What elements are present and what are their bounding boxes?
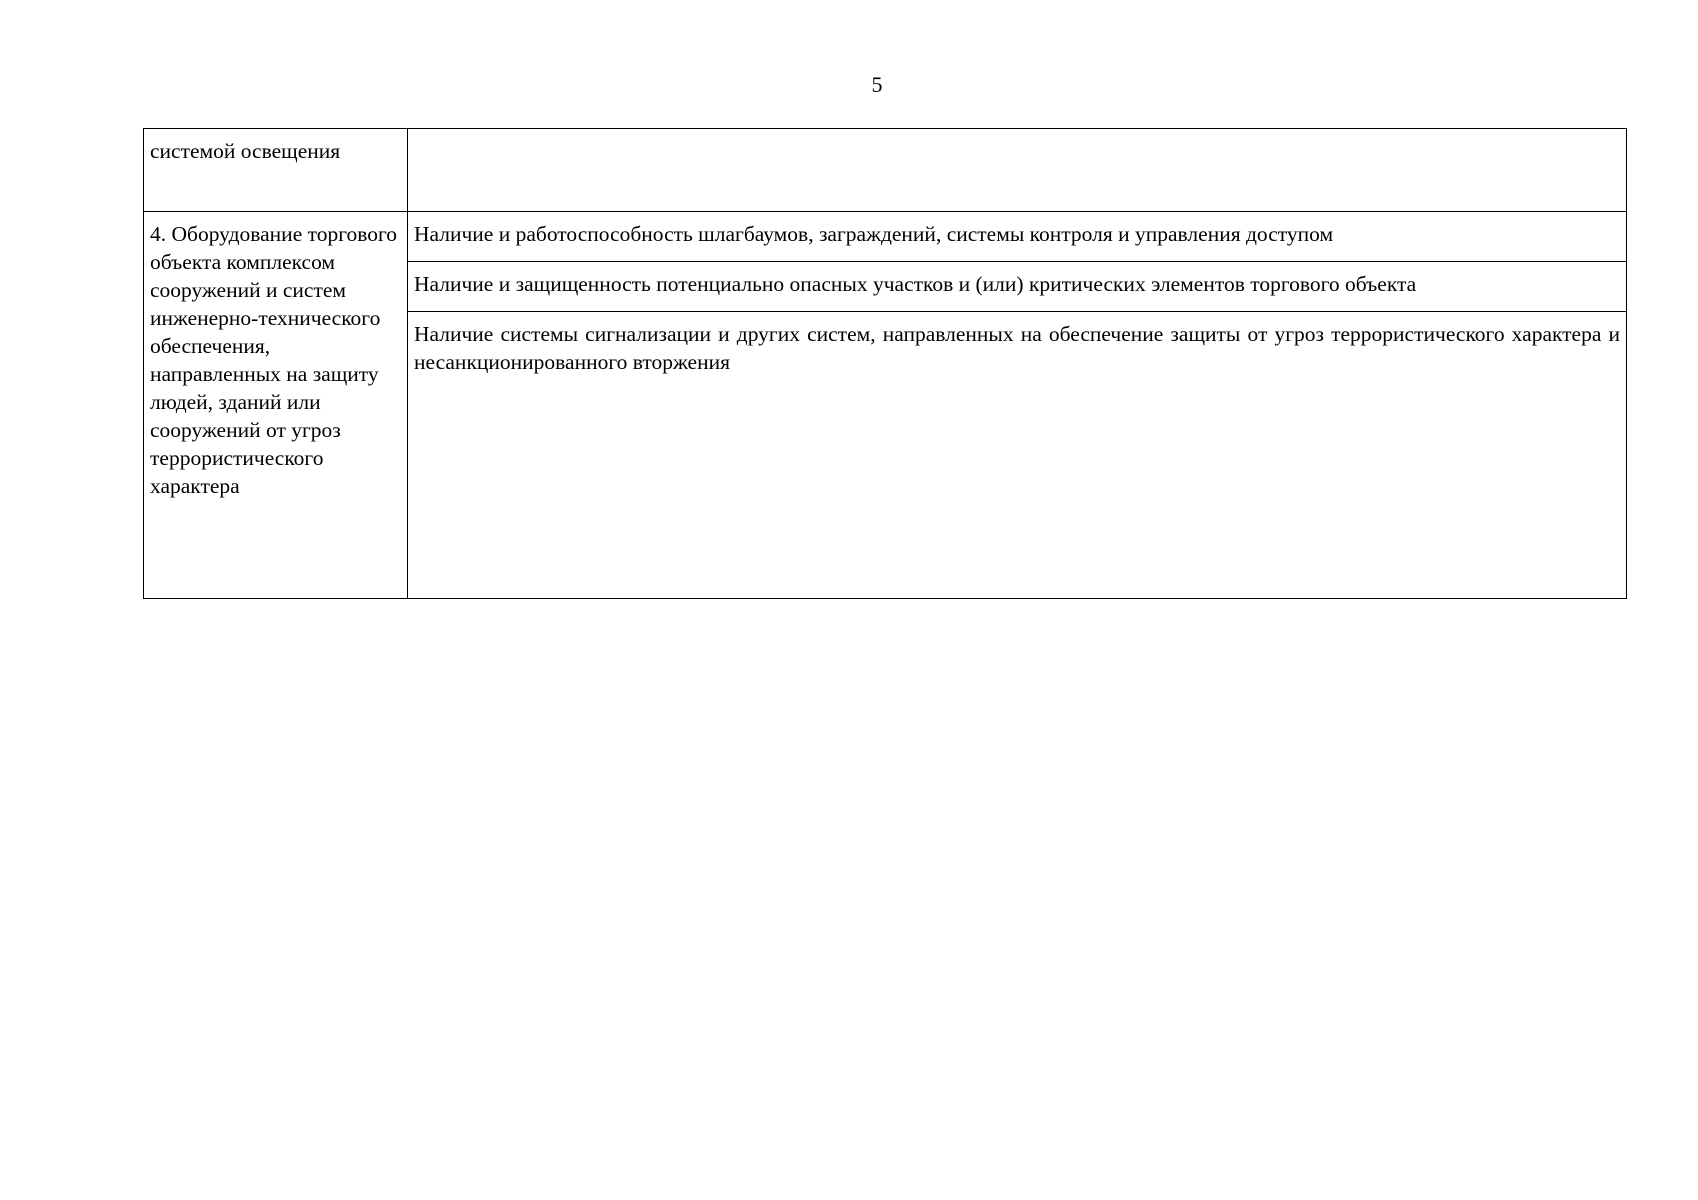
- table-row: [144, 129, 1627, 212]
- table-cell-indicator: [408, 129, 1627, 212]
- table-cell-criterion: системой освещения: [144, 129, 408, 212]
- table-cell-indicator: Наличие системы сигнализации и других систем, направленных на обеспечение защиты от угроз террористического характера и несанкционированного вторжения: [408, 312, 1627, 599]
- table-cell-indicator: Наличие и работоспособность шлагбаумов, заграждений, системы контроля и управления доступом: [408, 212, 1627, 262]
- criteria-table: [143, 128, 1627, 599]
- table-cell-criterion: 4. Оборудование торгового объекта комплексом сооружений и систем инженерно-технического обеспечения, направленных на защиту людей, зданий или сооружений от угроз террористического характера: [144, 212, 408, 599]
- page-number: 5: [871, 72, 883, 97]
- table-row: [144, 212, 1627, 262]
- table-cell-indicator: Наличие и защищенность потенциально опасных участков и (или) критических элементов торгового объекта: [408, 262, 1627, 312]
